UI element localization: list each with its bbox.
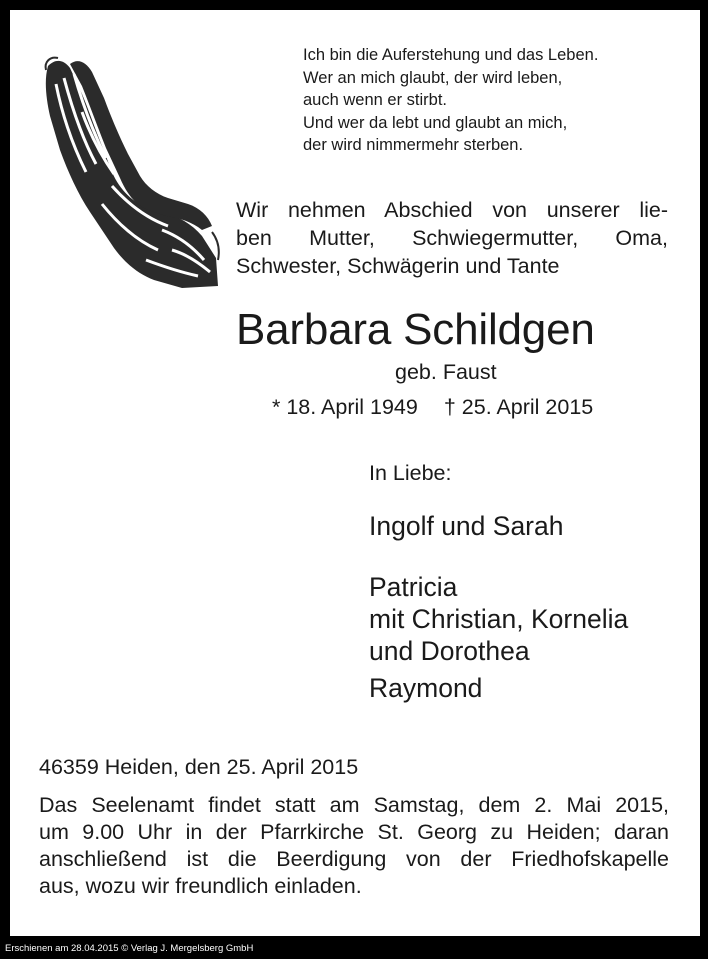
intro-line: ben Mutter, Schwiegermutter, Oma, bbox=[236, 226, 668, 250]
notice-line: um 9.00 Uhr in der Pfarrkirche St. Georg zu Heiden; daran bbox=[39, 820, 669, 844]
family-line: mit Christian, Kornelia bbox=[369, 604, 629, 634]
notice-line: anschließend ist die Beerdigung von der Friedhofskapelle bbox=[39, 847, 669, 871]
funeral-notice bbox=[39, 792, 669, 900]
family-line: Raymond bbox=[369, 673, 483, 703]
in-love-label: In Liebe: bbox=[369, 461, 452, 485]
family-line: und Dorothea bbox=[369, 636, 530, 666]
deceased-name: Barbara Schildgen bbox=[236, 305, 595, 354]
family-line: Ingolf und Sarah bbox=[369, 511, 564, 541]
verse-line: Ich bin die Auferstehung und das Leben. bbox=[303, 46, 599, 64]
bible-verse bbox=[303, 44, 598, 157]
farewell-intro bbox=[236, 196, 668, 280]
intro-line: Wir nehmen Abschied von unserer lie- bbox=[236, 198, 668, 222]
life-dates bbox=[272, 393, 593, 421]
verse-line: Wer an mich glaubt, der wird leben, bbox=[303, 68, 563, 87]
publication-footer: Erschienen am 28.04.2015 © Verlag J. Mergelsberg GmbH bbox=[5, 943, 254, 954]
notice-line: Das Seelenamt findet statt am Samstag, dem 2. Mai 2015, bbox=[39, 793, 669, 817]
obituary-card bbox=[10, 10, 700, 936]
praying-hands-icon bbox=[42, 54, 220, 290]
death-date: † 25. April 2015 bbox=[443, 395, 594, 419]
birth-name: geb. Faust bbox=[395, 360, 497, 384]
birth-date: * 18. April 1949 bbox=[272, 395, 418, 419]
intro-line: Schwester, Schwägerin und Tante bbox=[236, 254, 560, 278]
verse-line: Und wer da lebt und glaubt an mich, bbox=[303, 113, 568, 132]
family-group bbox=[369, 672, 482, 704]
family-line: Patricia bbox=[369, 572, 458, 602]
verse-line: auch wenn er stirbt. bbox=[303, 91, 447, 109]
notice-line: aus, wozu wir freundlich einladen. bbox=[39, 874, 362, 898]
family-group bbox=[369, 510, 563, 542]
verse-line: der wird nimmermehr sterben. bbox=[303, 136, 524, 154]
place-date: 46359 Heiden, den 25. April 2015 bbox=[39, 755, 359, 779]
family-group bbox=[369, 571, 628, 667]
